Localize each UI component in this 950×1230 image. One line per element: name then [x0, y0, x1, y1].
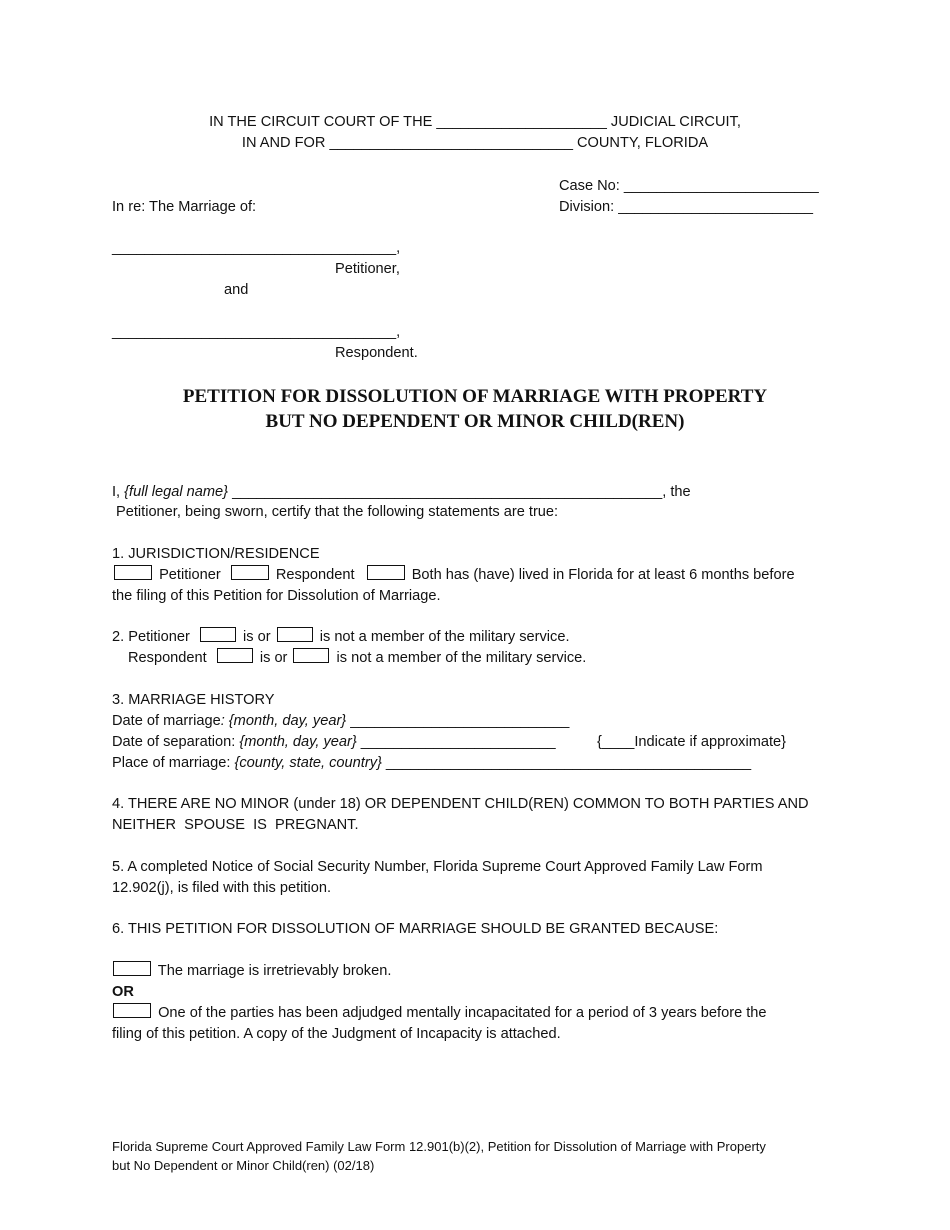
- is-or-label: is or: [259, 650, 288, 666]
- is-or-label: is or: [243, 629, 271, 645]
- place-of-marriage-row: [112, 753, 751, 773]
- case-number-field[interactable]: Case No: ________________________: [559, 178, 819, 194]
- grounds-incapacity-row: [112, 1003, 767, 1023]
- in-re-label: In re: The Marriage of:: [112, 199, 257, 215]
- respondent-name-field[interactable]: ___________________________________,: [112, 324, 401, 340]
- date-of-marriage-row: [112, 711, 569, 731]
- date-of-separation-field[interactable]: ________________________: [356, 734, 556, 750]
- residence-both-label: Both has (have) lived in Florida for at least 6 months before: [411, 567, 795, 583]
- grounds-broken-label: The marriage is irretrievably broken.: [157, 963, 392, 979]
- place-of-marriage-label: Place of marriage:: [112, 755, 235, 771]
- residence-options: [112, 565, 795, 585]
- date-of-separation-label: Date of separation:: [112, 734, 240, 750]
- grounds-broken-checkbox[interactable]: [113, 961, 151, 976]
- division-field[interactable]: Division: ________________________: [559, 199, 813, 215]
- date-of-separation-hint: {month, day, year}: [239, 734, 357, 750]
- respondent-is-member-checkbox[interactable]: [217, 648, 253, 663]
- military-petitioner-label: 2. Petitioner: [112, 629, 190, 645]
- residence-petitioner-label: Petitioner: [159, 567, 221, 583]
- form-title-line-1: PETITION FOR DISSOLUTION OF MARRIAGE WITH PROPERTY: [182, 386, 768, 407]
- military-petitioner-row: [112, 627, 570, 647]
- intro-line-1: [112, 482, 691, 502]
- respondent-not-member-checkbox[interactable]: [293, 648, 329, 663]
- residence-line-2: the filing of this Petition for Dissolution of Marriage.: [112, 588, 441, 604]
- respondent-label: Respondent.: [335, 345, 418, 361]
- petitioner-label: Petitioner,: [335, 261, 400, 277]
- or-label: OR: [112, 984, 134, 1000]
- intro-prefix: I,: [112, 484, 125, 500]
- residence-both-checkbox[interactable]: [367, 565, 405, 580]
- place-of-marriage-hint: {county, state, country}: [234, 755, 382, 771]
- place-of-marriage-field[interactable]: _____________________________________________: [381, 755, 752, 771]
- grounds-incapacity-line-2: filing of this petition. A copy of the Judgment of Incapacity is attached.: [112, 1026, 561, 1042]
- military-respondent-row: [128, 648, 586, 668]
- court-circuit-line: IN THE CIRCUIT COURT OF THE _____________________ JUDICIAL CIRCUIT,: [209, 114, 741, 130]
- date-of-marriage-field[interactable]: ___________________________: [346, 713, 570, 729]
- footer-line-2: but No Dependent or Minor Child(ren) (02/18): [112, 1158, 375, 1173]
- grounds-incapacity-checkbox[interactable]: [113, 1003, 151, 1018]
- approximate-checkbox[interactable]: {____Indicate if approximate}: [597, 734, 787, 750]
- date-of-marriage-hint: : {month, day, year}: [220, 713, 347, 729]
- full-name-hint: {full legal name}: [124, 484, 229, 500]
- footer-line-1: Florida Supreme Court Approved Family Law Form 12.901(b)(2), Petition for Dissolution of Marriage with Property: [112, 1139, 766, 1154]
- residence-respondent-label: Respondent: [275, 567, 355, 583]
- section-5-line-1: 5. A completed Notice of Social Security Number, Florida Supreme Court Approved Family Law Form: [112, 859, 763, 875]
- military-respondent-label: Respondent: [128, 650, 207, 666]
- residence-petitioner-checkbox[interactable]: [114, 565, 152, 580]
- section-3-heading: 3. MARRIAGE HISTORY: [112, 692, 275, 708]
- date-of-marriage-label: Date of marriage: [112, 713, 221, 729]
- section-1-heading: 1. JURISDICTION/RESIDENCE: [112, 546, 320, 562]
- section-6-heading: 6. THIS PETITION FOR DISSOLUTION OF MARRIAGE SHOULD BE GRANTED BECAUSE:: [112, 921, 719, 937]
- residence-respondent-checkbox[interactable]: [231, 565, 269, 580]
- full-name-field[interactable]: _____________________________________________________: [228, 484, 663, 500]
- not-member-label: is not a member of the military service.: [319, 629, 570, 645]
- section-4-line-2: NEITHER SPOUSE IS PREGNANT.: [112, 817, 359, 833]
- and-label: and: [224, 282, 249, 298]
- not-member-label: is not a member of the military service.: [336, 650, 587, 666]
- form-title-line-2: BUT NO DEPENDENT OR MINOR CHILD(REN): [265, 411, 685, 432]
- section-5-line-2: 12.902(j), is filed with this petition.: [112, 880, 332, 896]
- section-4-line-1: 4. THERE ARE NO MINOR (under 18) OR DEPENDENT CHILD(REN) COMMON TO BOTH PARTIES AND: [112, 796, 809, 812]
- date-of-separation-row: [112, 732, 556, 752]
- grounds-incapacity-label: One of the parties has been adjudged mentally incapacitated for a period of 3 years before the: [158, 1005, 767, 1021]
- intro-suffix: , the: [662, 484, 691, 500]
- court-county-line: IN AND FOR ______________________________ COUNTY, FLORIDA: [241, 135, 709, 151]
- grounds-broken-row: [112, 961, 391, 981]
- petitioner-name-field[interactable]: ___________________________________,: [112, 240, 401, 256]
- intro-line-2: Petitioner, being sworn, certify that the following statements are true:: [116, 504, 559, 520]
- petitioner-is-member-checkbox[interactable]: [200, 627, 236, 642]
- petitioner-not-member-checkbox[interactable]: [277, 627, 313, 642]
